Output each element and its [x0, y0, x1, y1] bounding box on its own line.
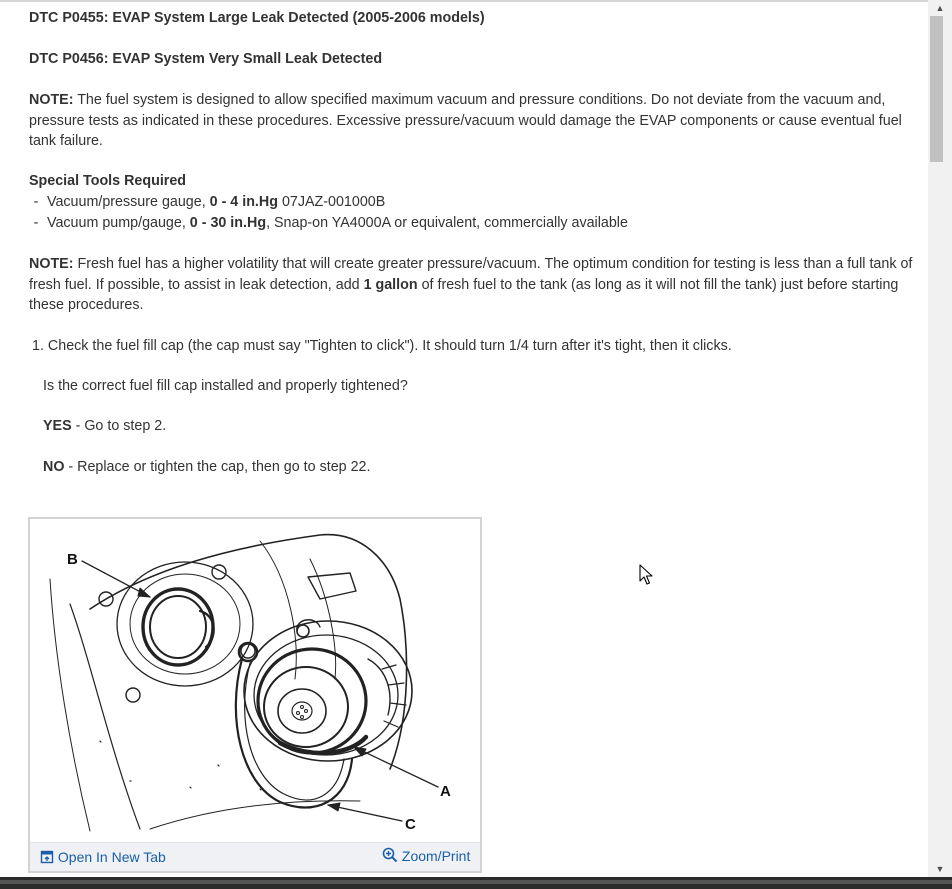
horizontal-scroll-track — [0, 880, 952, 884]
zoom-print-link[interactable] — [382, 847, 470, 864]
note-label: NOTE: — [29, 256, 74, 272]
fuel-cap-figure — [28, 517, 482, 873]
open-in-new-tab-link[interactable] — [40, 849, 166, 865]
callout-b: B — [67, 551, 78, 568]
fuel-fill-cap-illustration — [30, 519, 480, 843]
note-vacuum-pressure — [29, 90, 919, 152]
zoom-in-icon — [382, 847, 398, 863]
horizontal-scrollbar[interactable] — [0, 877, 952, 889]
callout-a: A — [440, 783, 451, 800]
step-number: 1. — [32, 338, 44, 354]
step-1-question: Is the correct fuel fill cap installed and properly tightened? — [43, 378, 408, 394]
callout-c: C — [405, 816, 416, 833]
dtc-p0456-heading: DTC P0456: EVAP System Very Small Leak Detected — [29, 51, 383, 67]
open-in-new-tab-label: Open In New Tab — [57, 849, 166, 865]
tool-item-vacuum-pump-gauge: - Vacuum pump/gauge, 0 - 30 in.Hg, Snap-on YA4000A or equivalent, commercially available — [33, 215, 628, 231]
step-1-yes: YES - Go to step 2. — [43, 418, 167, 434]
open-in-new-tab-icon — [40, 850, 54, 864]
step-1-no: NO - Replace or tighten the cap, then go to step 22. — [43, 459, 371, 475]
step-1 — [32, 336, 732, 357]
tool-item-vacuum-pressure-gauge: - Vacuum/pressure gauge, 0 - 4 in.Hg 07JAZ-001000B — [33, 194, 386, 210]
figure-action-bar — [30, 842, 480, 871]
zoom-print-label: Zoom/Print — [401, 848, 471, 864]
note-text: The fuel system is designed to allow specified maximum vacuum and pressure conditions. Do not deviate from the vacuum and, pressure tests as indicated in these procedures. Excessive pressure/vacuum would damage the EVAP components or cause eventual fuel tank failure. — [29, 92, 902, 149]
special-tools-title: Special Tools Required — [29, 173, 187, 189]
note-fresh-fuel: NOTE: Fresh fuel has a higher volatility that will create greater pressure/vacuum. The optimum condition for testing is less than a full tank of fresh fuel. If possible, to assist in leak detection, add 1 gallon of fresh fuel to the tank (as long as it will not fill the tank) just before starting these procedures. — [29, 256, 913, 313]
dtc-p0455-heading: DTC P0455: EVAP System Large Leak Detected (2005-2006 models) — [29, 10, 485, 26]
vertical-scrollbar[interactable] — [928, 0, 952, 877]
mouse-pointer-icon — [639, 564, 653, 586]
scroll-up-arrow-icon[interactable]: ▲ — [935, 3, 945, 13]
top-divider — [0, 0, 928, 2]
note-label: NOTE: — [29, 92, 74, 108]
step-text: Check the fuel fill cap (the cap must say "Tighten to click"). It should turn 1/4 turn after it's tight, then it clicks. — [47, 338, 732, 354]
scroll-thumb[interactable] — [930, 16, 943, 162]
scroll-down-arrow-icon[interactable]: ▼ — [935, 864, 945, 874]
